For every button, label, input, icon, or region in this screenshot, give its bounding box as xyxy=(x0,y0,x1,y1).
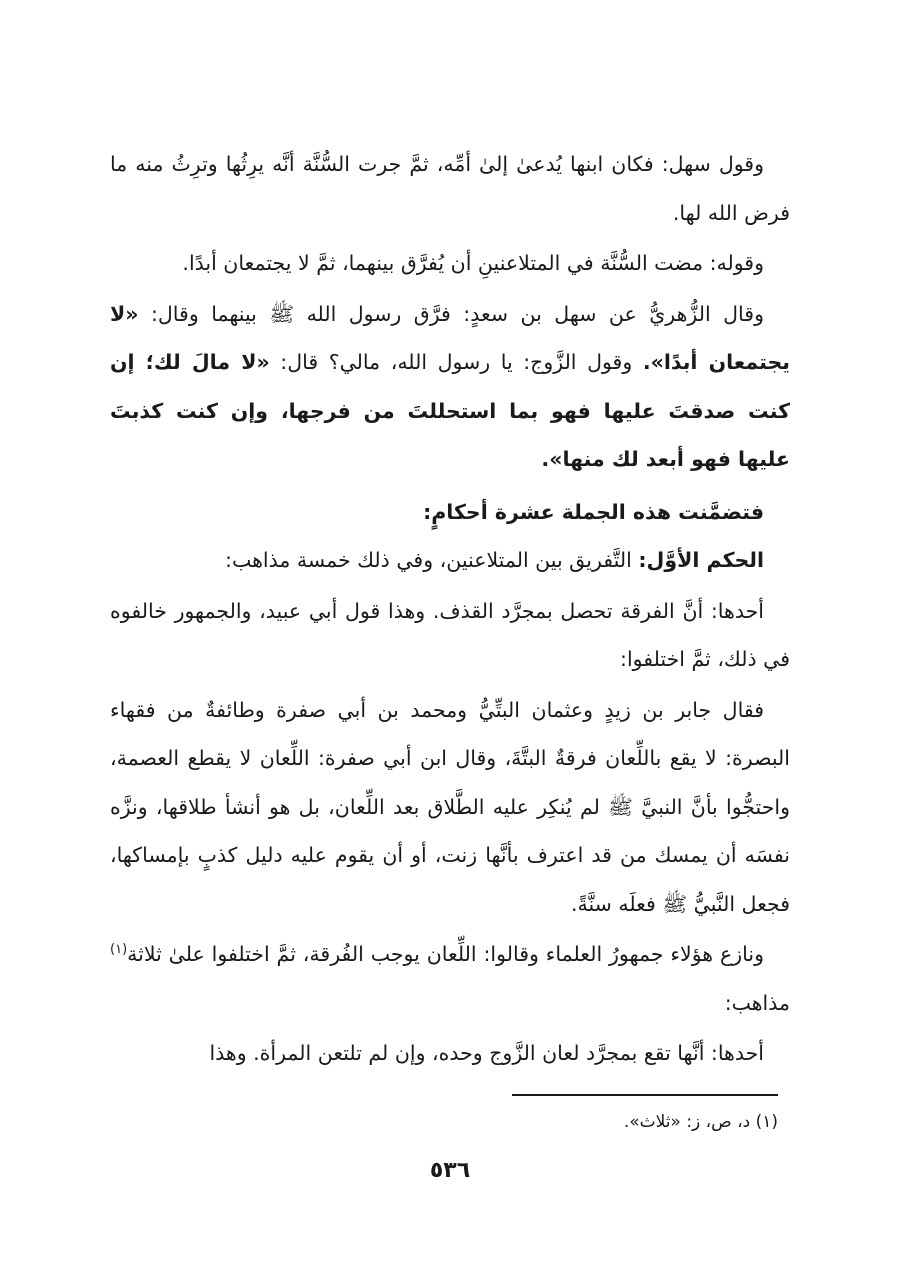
section-heading: فتضمَّنت هذه الجملة عشرة أحكامٍ: xyxy=(423,499,764,524)
hadith-quote-1: «لا يجتمعان أبدًا». xyxy=(110,301,790,374)
paragraph-3 xyxy=(110,290,790,484)
ruling-text: التَّفريق بين المتلاعنين، وفي ذلك خمسة مذاهب: xyxy=(225,548,632,572)
ruling-paragraph xyxy=(110,536,790,585)
page-body xyxy=(110,140,790,1078)
paragraph-basra-opinion: فقال جابر بن زيدٍ وعثمان البتِّيُّ ومحمد بن أبي صفرة وطائفةٌ من فقهاء البصرة: لا يقع باللِّعان فرقةٌ البتَّةَ، وقال ابن أبي صفرة: اللِّعان لا يقطع العصمة، واحتجُّوا بأنَّ النبيَّ ﷺ لم يُنكِر عليه الطَّلاق بعد اللِّعان، بل هو أنشأ طلاقها، ونزَّه نفسَه أن يمسك من قد اعترف بأنَّها زنت، أو أن يقوم عليه دليل كذبٍ بإمساكها، فجعل النَّبيُّ ﷺ فعلَه سنَّةً. xyxy=(110,697,790,916)
paragraph-last: أحدها: أنَّها تقع بمجرَّد لعان الزَّوج وحده، وإن لم تلتعن المرأة. وهذا xyxy=(209,1041,764,1065)
paragraph-majority xyxy=(110,930,790,1027)
page-number: ٥٣٦ xyxy=(429,1158,471,1183)
ruling-label: الحكم الأوَّل: xyxy=(638,548,764,572)
paragraph-1: وقول سهل: فكان ابنها يُدعىٰ إلىٰ أمِّه، ثمَّ جرت السُّنَّة أنَّه يرِثُها وترِثُ منه ما فرض الله لها. xyxy=(110,152,790,225)
footnote-divider xyxy=(512,1094,778,1096)
paragraph-first-opinion: أحدها: أنَّ الفرقة تحصل بمجرَّد القذف. وهذا قول أبي عبيد، والجمهور خالفوه في ذلك، ثمَّ اختلفوا: xyxy=(110,598,790,671)
paragraph-majority-end: مذاهب: xyxy=(724,990,790,1015)
footnote-reference: (١) xyxy=(110,942,128,958)
paragraph-3-intro: وقال الزُّهريُّ عن سهل بن سعدٍ: فرَّق رسول الله ﷺ بينهما وقال: xyxy=(151,301,764,326)
hadith-quote-2: «لا مالَ لك؛ إن كنت صدقتَ عليها فهو بما استحللتَ من فرجها، وإن كنت كذبتَ عليها فهو أبعد لك منها». xyxy=(110,350,790,471)
paragraph-3-middle: وقول الزَّوج: يا رسول الله، مالي؟ قال: xyxy=(280,350,633,374)
paragraph-2: وقوله: مضت السُّنَّة في المتلاعنينِ أن يُفرَّق بينهما، ثمَّ لا يجتمعان أبدًا. xyxy=(182,251,764,275)
paragraph-majority-text: ونازع هؤلاء جمهورُ العلماء وقالوا: اللِّعان يوجب الفُرقة، ثمَّ اختلفوا علىٰ ثلاثة xyxy=(127,942,764,966)
footnote: (١) د، ص، ز: «ثلاث». xyxy=(623,1112,778,1132)
